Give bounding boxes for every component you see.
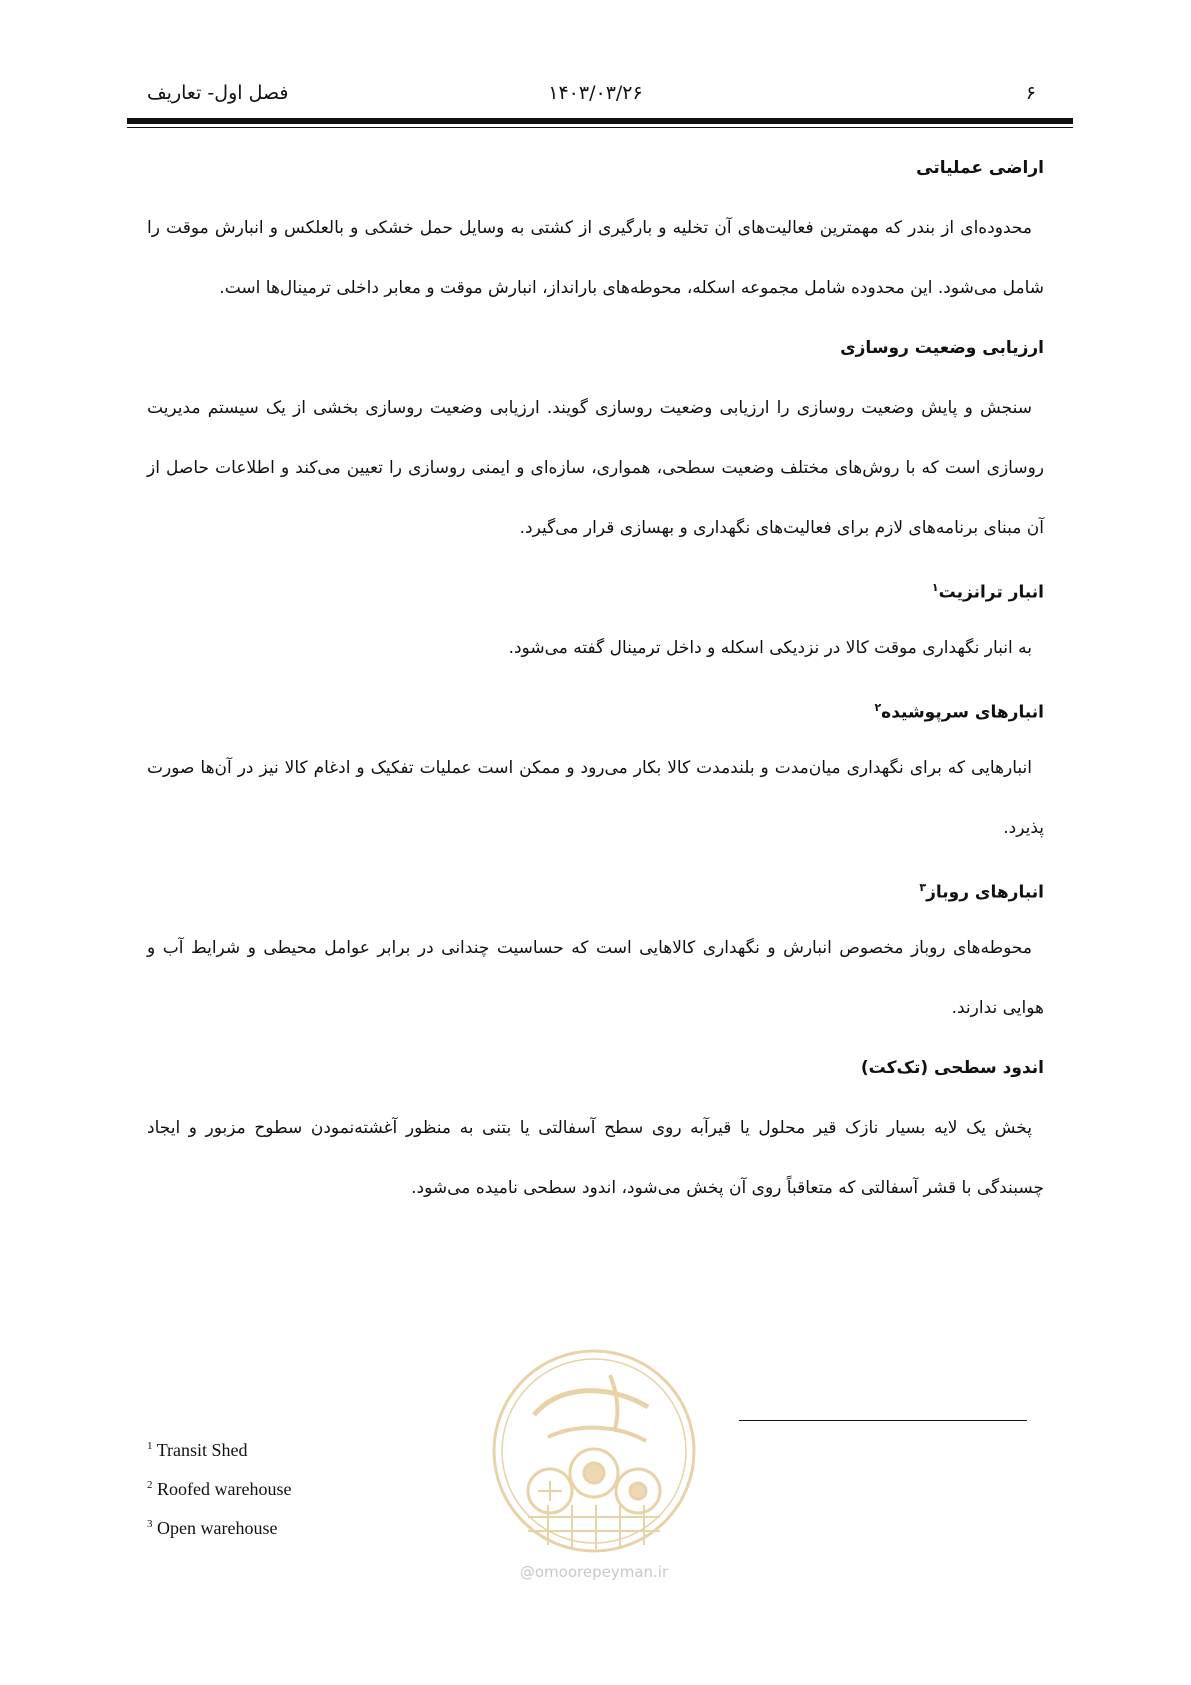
section-paragraph: پخش یک لایه بسیار نازک قیر محلول یا قیرآبه روی سطح آسفالتی یا بتنی به منظور آغشته‌نمودن سطوح مزبور و ایجاد چسبندگی با قشر آسفالتی که متعاقباً روی آن پخش می‌شود، اندود سطحی نامیده می‌شود. [147,1118,1044,1198]
document-date: ۱۴۰۳/۰۳/۲۶ [548,82,643,104]
section-paragraph: انبارهایی که برای نگهداری میان‌مدت و بلندمدت کالا بکار می‌رود و ممکن است عملیات تفکیک و ادغام کالا نیز در آن‌ها صورت پذیرد. [147,758,1044,838]
header-rule-thick [127,118,1073,124]
page-header [147,76,1044,110]
section-title: انبارهای روباز$^۳$ [919,881,1044,903]
footnote-item: $^3$ Open warehouse [147,1518,278,1538]
footnote-ref: ۱ [931,581,939,594]
section-title: اندود سطحی (تک‌کت) [860,1058,1044,1078]
section-title: اراضی عملیاتی [916,158,1044,178]
section-title: انبارهای سرپوشیده$^۲$ [874,701,1044,723]
section-paragraph: سنجش و پایش وضعیت روسازی را ارزیابی وضعیت روسازی گویند. ارزیابی وضعیت روسازی بخشی از یک سیستم مدیریت روسازی است که با روش‌های مختلف وضعیت سطحی، همواری، سازه‌ای و ایمنی روسازی را تعیین می‌کند و اطلاعات حاصل از آن مبنای برنامه‌های لازم برای فعالیت‌های نگهداری و بهسازی قرار می‌گیرد. [147,398,1044,538]
footnote-ref: ۲ [874,701,882,714]
header-rule-thin [127,127,1073,128]
footnote-ref: ۳ [919,881,927,894]
watermark-url: @omoorepeyman.ir [519,1563,669,1581]
section-paragraph: به انبار نگهداری موقت کالا در نزدیکی اسکله و داخل ترمینال گفته می‌شود. [508,638,1032,658]
watermark-seal-icon [488,1345,700,1557]
watermark-logo [488,1345,700,1593]
section-title: انبار ترانزیت$^۱$ [931,581,1044,603]
footnote-item: $^2$ Roofed warehouse [147,1479,292,1499]
section-title: ارزیابی وضعیت روسازی [840,338,1044,358]
footnotes [147,1427,291,1544]
page-number: ۶ [1025,82,1036,104]
document-body [147,138,1044,1218]
section-paragraph: محوطه‌های روباز مخصوص انبارش و نگهداری کالاهایی است که حساسیت چندانی در برابر عوامل محیطی و شرایط آب و هوایی ندارند. [147,938,1044,1018]
section-paragraph: محدوده‌ای از بندر که مهمترین فعالیت‌های آن تخلیه و بارگیری از کشتی به وسایل حمل خشکی و بالعلکس و انبارش موقت را شامل می‌شود. این محدوده شامل مجموعه اسکله، محوطه‌های بارانداز، انبارش موقت و معابر داخلی ترمینال‌ها است. [147,218,1044,298]
footnote-separator [739,1420,1027,1421]
chapter-title: فصل اول- تعاریف [147,82,289,104]
footnote-item: $^1$ Transit Shed [147,1440,248,1460]
